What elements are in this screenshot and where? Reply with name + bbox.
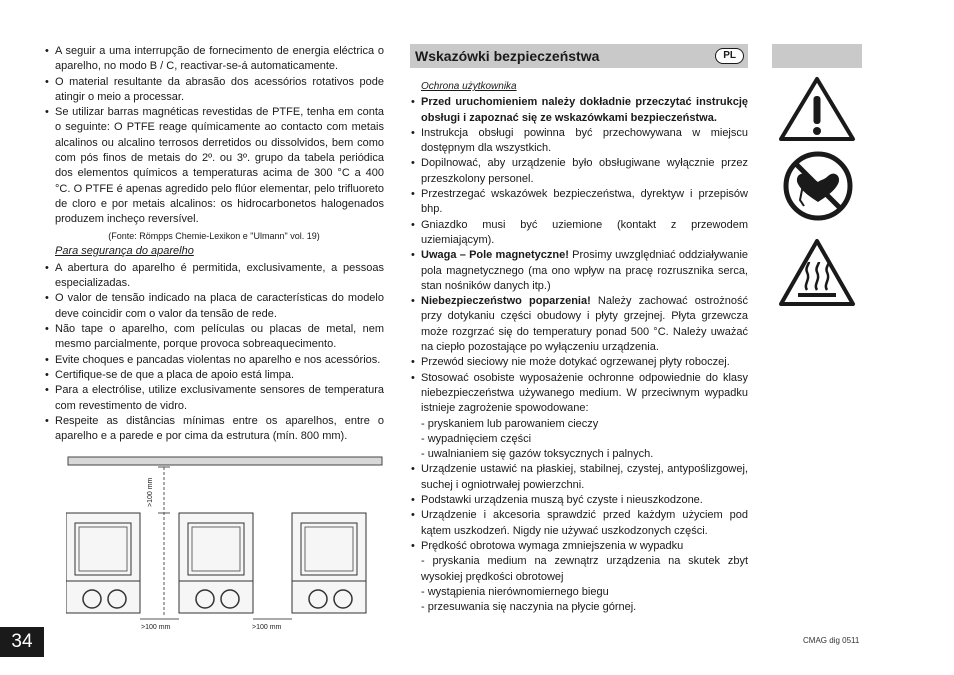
dash-item: - przesuwania się naczynia na płycie górnej. [421, 601, 637, 614]
list-item: • A seguir a uma interrupção de fornecimento de energia eléctrica o aparelho, no modo B / C, reactivar-se-á automaticamente. [44, 44, 384, 75]
list-item: • Przestrzegać wskazówek bezpieczeństwa, dyrektyw i przepisów bhp. [410, 187, 748, 218]
list-item: • Dopilnować, aby urządzenie było obsługiwane wyłącznie przez przeszkolony personel. [410, 156, 748, 187]
device-2 [179, 513, 253, 613]
hot-surface-icon [778, 238, 856, 308]
source-note: (Fonte: Römpps Chemie-Lexikon e "Ulmann" vol. 19) [108, 230, 320, 241]
left-bottom-list [44, 261, 384, 445]
dash-item: - uwalnianiem się gazów toksycznych i palnych. [421, 448, 654, 461]
dash-item: - wypadnięciem części [421, 432, 532, 445]
dash-item: - pryskaniem lub parowaniem cieczy [421, 417, 599, 430]
list-item: • Stosować osobiste wyposażenie ochronne odpowiednie do klasy niebezpieczeństwa używanego medium. W przeciwnym wypadku istnieje zagrożenie spowodowane: [410, 371, 748, 417]
list-item: • Gniazdko musi być uziemione (kontakt z przewodem uziemiającym). [410, 218, 748, 249]
middle-dash-list-b [410, 554, 748, 615]
list-item: • Se utilizar barras magnéticas revestidas de PTFE, tenha em conta o seguinte: O PTFE reage químicamente ao contacto com metais alcalinos ou alcalino terrosos derretidos ou dissolvidos, bem como com pós finos de metais do 2º. ou 3º. grupo da tabela periódica dos elementos químicos a temperaturas acima de 300 °C a 400 °C. O PTFE é apenas agredido pelo flúor elementar, pelo trifluoreto de cloro e por metais alcalinos: os hidrocarbonetos halogenados produzem incheço reversível. [44, 105, 384, 227]
list-item: • O material resultante da abrasão dos acessórios rotativos pode atingir o meio a processar. [44, 75, 384, 106]
left-subheading: Para segurança do aparelho [55, 244, 194, 257]
ceiling-shelf [68, 457, 382, 465]
middle-list-c [410, 462, 748, 554]
no-pacemaker-icon [782, 150, 854, 222]
list-item: • Prędkość obrotowa wymaga zmniejszenia w wypadku [410, 539, 748, 554]
label-gap-2: >100 mm [252, 624, 282, 631]
language-badge: PL [715, 48, 744, 64]
section-header [410, 44, 748, 68]
warning-exclamation-icon [778, 76, 856, 142]
dash-item: - wystąpienia nierównomiernego biegu [421, 585, 609, 598]
middle-list-b [410, 355, 748, 416]
page-number: 34 [0, 627, 44, 657]
label-top-gap: >100 mm [147, 477, 154, 507]
spacing-diagram [66, 455, 386, 635]
list-item: • Podstawki urządzenia muszą być czyste i nieuszkodzone. [410, 493, 748, 508]
left-top-list [44, 44, 384, 228]
document-code: CMAG dig 0511 [803, 636, 860, 645]
list-item: • O valor de tensão indicado na placa de características do modelo deve coincidir com o valor da tensão de rede. [44, 291, 384, 322]
device-1 [66, 513, 140, 613]
device-3 [292, 513, 366, 613]
section-title: Wskazówki bezpieczeństwa [415, 48, 600, 64]
list-item-bold-intro: • Przed uruchomieniem należy dokładnie przeczytać instrukcję obsługi i zapoznać się ze wskazówkami bezpieczeństwa. [410, 95, 748, 126]
list-item: • Instrukcja obsługi powinna być przechowywana w miejscu dostępnym dla wszystkich. [410, 126, 748, 157]
middle-subheading: Ochrona użytkownika [421, 81, 517, 92]
list-item: • Evite choques e pancadas violentas no aparelho e nos acessórios. [44, 353, 384, 368]
list-item-magnet: • Uwaga – Pole magnetyczne! Prosimy uwzględniać oddziaływanie pola magnetycznego (ma ono wpływ na pracę rozrusznika serca, stan nośników danych itp.) [410, 248, 748, 294]
list-item: • Przewód sieciowy nie może dotykać ogrzewanej płyty roboczej. [410, 355, 748, 370]
left-column [44, 44, 384, 444]
list-item: • Urządzenie ustawić na płaskiej, stabilnej, czystej, antypoślizgowej, suchej i ogniotrwałej powierzchni. [410, 462, 748, 493]
list-item: • Urządzenie i akcesoria sprawdzić przed każdym użyciem pod kątem uszkodzeń. Nigdy nie używać uszkodzonych części. [410, 508, 748, 539]
list-item-burn: • Niebezpieczeństwo poparzenia! Należy zachować ostrożność przy dotykaniu części obudowy i płyty grzejnej. Płyta grzewcza może rozgrzać się do temperatury ponad 500 °C. Należy uważać na ciepło pozostające po wyłączeniu urządzenia. [410, 294, 748, 355]
list-item: • Não tape o aparelho, com películas ou placas de metal, nem mesmo parcialmente, porque provoca sobreaquecimento. [44, 322, 384, 353]
dash-item: - pryskania medium na zewnątrz urządzenia na skutek zbyt wysokiej prędkości obrotowej [421, 555, 748, 583]
list-item: • Respeite as distâncias mínimas entre os aparelhos, entre o aparelho e a parede e por cima da estrutura (mín. 800 mm). [44, 414, 384, 445]
list-item: • Certifique-se de que a placa de apoio está limpa. [44, 368, 384, 383]
list-item: • Para a electrólise, utilize exclusivamente sensores de temperatura com revestimento de vidro. [44, 383, 384, 414]
right-header-bar [772, 44, 862, 68]
middle-dash-list-a [410, 417, 748, 463]
list-item: • A abertura do aparelho é permitida, exclusivamente, a pessoas especializadas. [44, 261, 384, 292]
middle-list-a [410, 126, 748, 248]
label-gap-1: >100 mm [141, 624, 171, 631]
middle-column [410, 79, 748, 615]
